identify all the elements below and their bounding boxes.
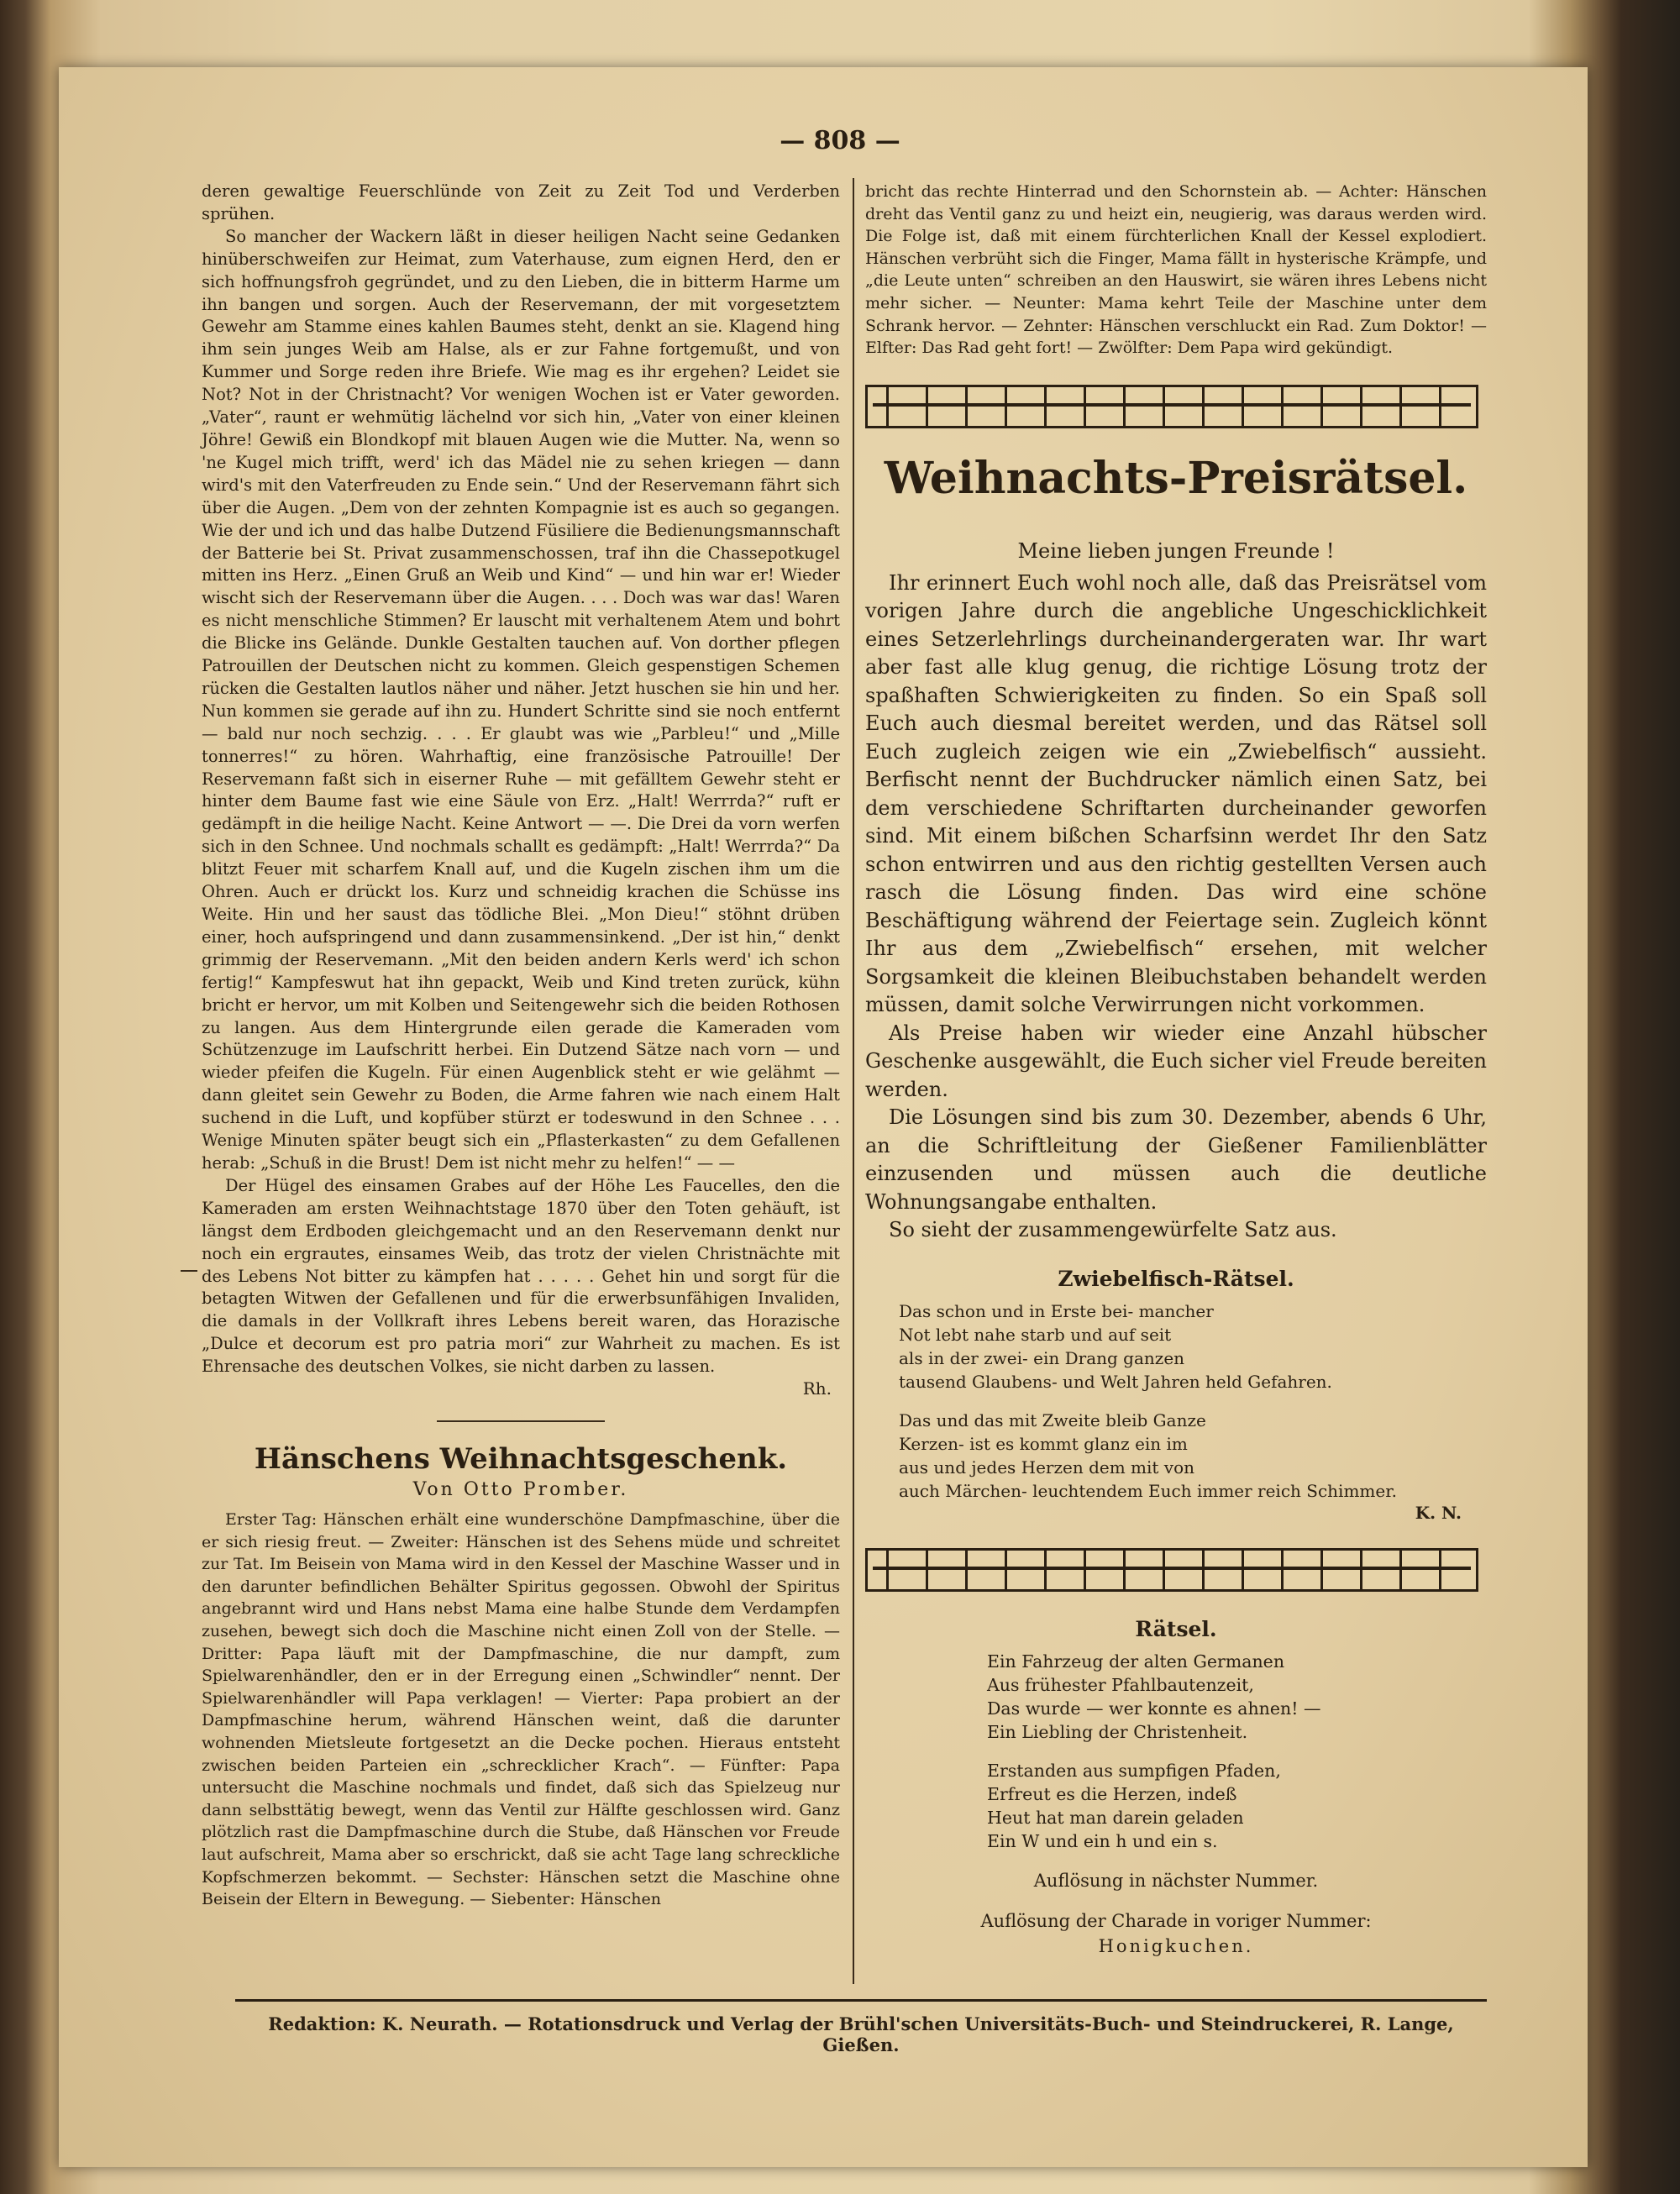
stanza-gap bbox=[865, 1744, 1487, 1759]
riddle-line: Ein W und ein h und ein s. bbox=[987, 1830, 1218, 1851]
article-byline: Von Otto Promber. bbox=[412, 1479, 629, 1501]
puzzle-paragraph: So sieht der zusammengewürfelte Satz aus. bbox=[889, 1218, 1337, 1242]
verse-line: aus und jedes Herzen dem mit von bbox=[899, 1457, 1195, 1478]
puzzle-title: Weihnachts-Preisrätsel. bbox=[884, 452, 1468, 504]
riddle-line: Ein Fahrzeug der alten Germanen bbox=[987, 1651, 1285, 1672]
charade-label: Auflösung der Charade in voriger Nummer: bbox=[980, 1910, 1372, 1931]
riddle-line: Erfreut es die Herzen, indeß bbox=[987, 1783, 1237, 1804]
story-paragraph: So mancher der Wackern läßt in dieser heiligen Nacht seine Gedanken hinüberschweifen zur Heimat, zum Vaterhause, zum eignen Herd, den er sich hoffnungsfroh gegründet, und zu den Lieben, die in bitterm Harme um ihn bangen und sorgen. Auch der Reservemann, der mit vorgesetztem Gewehr am Stamme eines kahlen Baumes steht, denkt an sie. Klagend hing ihm sein junges Weib am Halse, als er zur Fahne fortgemußt, und von Kummer und Sorge reden ihre Briefe. Wie mag es ihr ergehen? Leidet sie Not? Not in der Christnacht? Vor wenigen Wochen ist er Vater geworden. „Vater“, raunt er wehmütig lächelnd vor sich hin, „Vater von einer kleinen Jöhre! Gewiß ein Blondkopf mit blauen Augen wie die Mutter. Na, wenn so 'ne Kugel mich trifft, werd' ich das Mädel nie zu sehen kriegen — dann wird's mit den Vaterfreuden zu Ende sein.“ Und der Reservemann fährt sich über die Augen. „Dem von der zehnten Kompagnie ist es auch so gegangen. Wie der und ich und das halbe Dutzend Füsiliere die Bedienungsmannschaft der Batterie bei St. Privat zusammenschossen, traf ihn die Chassepotkugel mitten ins Herz. „Einen Gruß an Weib und Kind“ — und hin war er! Wieder wischt sich der Reservemann über die Augen. . . . Doch was war das! Waren es nicht menschliche Stimmen? Er lauscht mit verhaltenem Atem und bohrt die Blicke ins Gelände. Dunkle Gestalten tauchen auf. Von dorther pflegen Patrouillen der Deutschen nicht zu kommen. Gleich gespenstigen Schemen rücken die Gestalten lautlos näher und näher. Jetzt huschen sie hin und her. Nun kommen sie gerade auf ihn zu. Hundert Schritte sind sie noch entfernt — bald nur noch sechzig. . . . Er glaubt was wie „Parbleu!“ und „Mille tonnerres!“ zu hören. Wahrhaftig, eine französische Patrouille! Der Reservemann faßt sich in eiserner Ruhe — mit gefälltem Gewehr steht er hinter dem Baume fast wie eine Säule von Erz. „Halt! Werrrda?“ ruft er gedämpft in die heilige Nacht. Keine Antwort — —. Die Drei da vorn werfen sich in den Schnee. Und nochmals schallt es gedämpft: „Halt! Werrrda?“ Da blitzt Feuer mit scharfem Knall auf, und die Kugeln zischen ihm um die Ohren. Auch er drückt los. Kurz und schneidig krachen die Schüsse ins Weite. Hin und her saust das tödliche Blei. „Mon Dieu!“ stöhnt drüben einer, hoch aufspringend und dann zusammensinkend. „Der ist hin,“ denkt grimmig der Reservemann. „Mit den beiden andern Kerls werd' ich schon fertig!“ Kampfeswut hat ihn gepackt, Weib und Kind treten zurück, kühn bricht er hervor, um mit Kolben und Seitengewehr sich die beiden Rothosen zu langen. Aus dem Hintergrunde eilen gerade die Kameraden vom Schützenzuge im Laufschritt herbei. Ein Dutzend Sätze nach vorn — und wieder pfeifen die Kugeln. Für einen Augenblick steht er wie gelähmt — dann gleitet sein Gewehr zu Boden, die Arme fahren wie nach einem Halt suchend in die Luft, und kopfüber stürzt er todeswund in den Schnee . . . Wenige Minuten später beugt sich ein „Pflasterkasten“ zu dem Gefallenen herab: „Schuß in die Brust! Dem ist nicht mehr zu helfen!“ — — bbox=[202, 226, 840, 1173]
story-paragraph: Der Hügel des einsamen Grabes auf der Höhe Les Faucelles, den die Kameraden am ersten Weihnachtstage 1870 über den Toten gehäuft, ist längst dem Erdboden gleichgemacht und an den Reservemann denkt nur noch ein ergrautes, einsames Weib, das trotz der vielen Christnächte mit des Lebens Not bitter zu kämpfen hat . . . . . Gehet hin und sorgt für die betagten Witwen der Gefallenen und für die erwerbsunfähigen Invaliden, die damals in der Vollkraft ihres Lebens bereit waren, das Horazische „Dulce et decorum est pro patria mori“ zur Wahrheit zu machen. Es ist Ehrensache des deutschen Volkes, sie nicht darben zu lassen. bbox=[202, 1175, 840, 1377]
column-divider bbox=[853, 178, 854, 1984]
verse-line: Das und das mit Zweite bleib Ganze bbox=[899, 1409, 1206, 1430]
verse-line: Not lebt nahe starb und auf seit bbox=[899, 1324, 1172, 1345]
margin-mark bbox=[181, 1270, 197, 1272]
ornament-border-bottom bbox=[865, 1548, 1478, 1592]
puzzle-paragraph: Als Preise haben wir wieder eine Anzahl hübscher Geschenke ausgewählt, die Euch sicher viel Freude bereiten werden. bbox=[865, 1021, 1487, 1101]
story-paragraph: deren gewaltige Feuerschlünde von Zeit zu Zeit Tod und Verderben sprühen. bbox=[202, 181, 840, 223]
article-continuation: bricht das rechte Hinterrad und den Schornstein ab. — Achter: Hänschen dreht das Ventil ganz zu und heizt ein, neugierig, was daraus werden wird. Die Folge ist, daß mit einem fürchterlichen Knall der Kessel explodiert. Hänschen verbrüht sich die Finger, Mama fällt in hysterische Krämpfe, und „die Leute unten“ schreiben an den Hauswirt, sie wären ihres Lebens nicht mehr sicher. — Neunter: Mama kehrt Teile der Maschine unter dem Schrank hervor. — Zehnter: Hänschen verschluckt ein Rad. Zum Doktor! — Elfter: Das Rad geht fort! — Zwölfter: Dem Papa wird gekündigt. bbox=[865, 182, 1487, 358]
zwiebelfisch-title: Zwiebelfisch-Rätsel. bbox=[1058, 1266, 1294, 1291]
stanza-gap bbox=[865, 1893, 1487, 1908]
stanza-gap bbox=[865, 1394, 1487, 1409]
riddle-line: Aus frühester Pfahlbautenzeit, bbox=[987, 1674, 1254, 1695]
left-column bbox=[202, 181, 840, 1911]
verse-line: als in der zwei- ein Drang ganzen bbox=[899, 1347, 1185, 1368]
puzzle-paragraph: Die Lösungen sind bis zum 30. Dezember, abends 6 Uhr, an die Schriftleitung der Gießener Familienblätter einzusenden und müssen auch die deutliche Wohnungsangabe enthalten. bbox=[865, 1105, 1487, 1214]
riddle-title: Rätsel. bbox=[1135, 1616, 1217, 1641]
riddle-line: Heut hat man darein geladen bbox=[987, 1807, 1244, 1828]
stanza-gap bbox=[865, 1853, 1487, 1868]
zwiebelfisch-signature: K. N. bbox=[1415, 1502, 1462, 1523]
riddle-line: Das wurde — wer konnte es ahnen! — bbox=[987, 1698, 1321, 1719]
article-title: Hänschens Weihnachtsgeschenk. bbox=[254, 1442, 788, 1477]
verse-line: tausend Glaubens- und Welt Jahren held Gefahren. bbox=[899, 1371, 1332, 1392]
ornament-border-top bbox=[865, 385, 1478, 428]
verse-line: Kerzen- ist es kommt glanz ein im bbox=[899, 1433, 1188, 1454]
riddle-line: Ein Liebling der Christenheit. bbox=[987, 1721, 1248, 1742]
verse-line: Das schon und in Erste bei- mancher bbox=[899, 1300, 1214, 1321]
verse-line: auch Märchen- leuchtendem Euch immer reich Schimmer. bbox=[899, 1480, 1397, 1501]
page-number: — 808 — bbox=[780, 126, 900, 155]
charade-answer: Honigkuchen. bbox=[1098, 1935, 1254, 1956]
riddle-line: Erstanden aus sumpfigen Pfaden, bbox=[987, 1760, 1281, 1781]
story-signature: Rh. bbox=[802, 1378, 832, 1399]
article-text: Erster Tag: Hänschen erhält eine wunderschöne Dampfmaschine, über die er sich riesig freut. — Zweiter: Hänschen ist des Sehens müde und schreitet zur Tat. Im Beisein von Mama wird in den Kessel der Maschine Wasser und in den darunter befindlichen Behälter Spiritus gegossen. Obwohl der Spiritus angebrannt wird und Hans nebst Mama eine halbe Stunde dem Verdampfen zusehen, bewegt sich doch die Maschine nicht einen Zoll von der Stelle. — Dritter: Papa läuft mit der Dampfmaschine, die nur dampft, zum Spielwarenhändler, den er in der Erregung einen „Schwindler“ nennt. Der Spielwarenhändler will Papa verklagen! — Vierter: Papa probiert an der Dampfmaschine herum, während Hänschen weint, daß die darunter wohnenden Mietsleute fortgesetzt an die Decke pochen. Hieraus entsteht zwischen beiden Parteien ein „schrecklicher Krach“. — Fünfter: Papa untersucht die Maschine nochmals und findet, daß sich das Spielzeug nur dann selbsttätig bewegt, wenn das Ventil zur Hälfte geschlossen wird. Ganz plötzlich rast die Dampfmaschine durch die Stube, daß Hänschen vor Freude laut aufschreit, Mama aber so erschrickt, daß sie acht Tage lang schreckliche Kopfschmerzen bekommt. — Sechster: Hänschen setzt die Maschine ohne Beisein der Eltern in Bewegung. — Siebenter: Hänschen bbox=[202, 1510, 840, 1909]
right-column bbox=[865, 181, 1487, 1959]
puzzle-greeting: Meine lieben jungen Freunde ! bbox=[1017, 538, 1335, 563]
imprint-footer: Redaktion: K. Neurath. — Rotationsdruck und Verlag der Brühl'schen Universitäts-Buch- und Steindruckerei, R. Lange, Gießen. bbox=[235, 1999, 1487, 2055]
riddle-solution-note: Auflösung in nächster Nummer. bbox=[1033, 1870, 1319, 1891]
section-rule bbox=[437, 1420, 605, 1422]
puzzle-paragraph: Ihr erinnert Euch wohl noch alle, daß das Preisrätsel vom vorigen Jahre durch die angebliche Ungeschicklichkeit eines Setzerlehrlings durcheinandergeraten war. Ihr wart aber fast alle klug genug, die richtige Lösung trotz der spaßhaften Schwierigkeiten zu finden. So ein Spaß soll Euch auch diesmal bereitet werden, und das Rätsel soll Euch zugleich zeigen wie ein „Zwiebelfisch“ aussieht. Berfischt nennt der Buchdrucker nämlich einen Satz, bei dem verschiedene Schriftarten durcheinander geworfen sind. Mit einem bißchen Scharfsinn werdet Ihr den Satz schon entwirren und aus den richtig gestellten Versen auch rasch die Lösung finden. Das wird eine schöne Beschäftigung während der Feiertage sein. Zugleich könnt Ihr aus dem „Zwiebelfisch“ ersehen, mit welcher Sorgsamkeit die kleinen Bleibuchstaben behandelt werden müssen, damit solche Verwirrungen nicht vorkommen. bbox=[865, 570, 1487, 1017]
